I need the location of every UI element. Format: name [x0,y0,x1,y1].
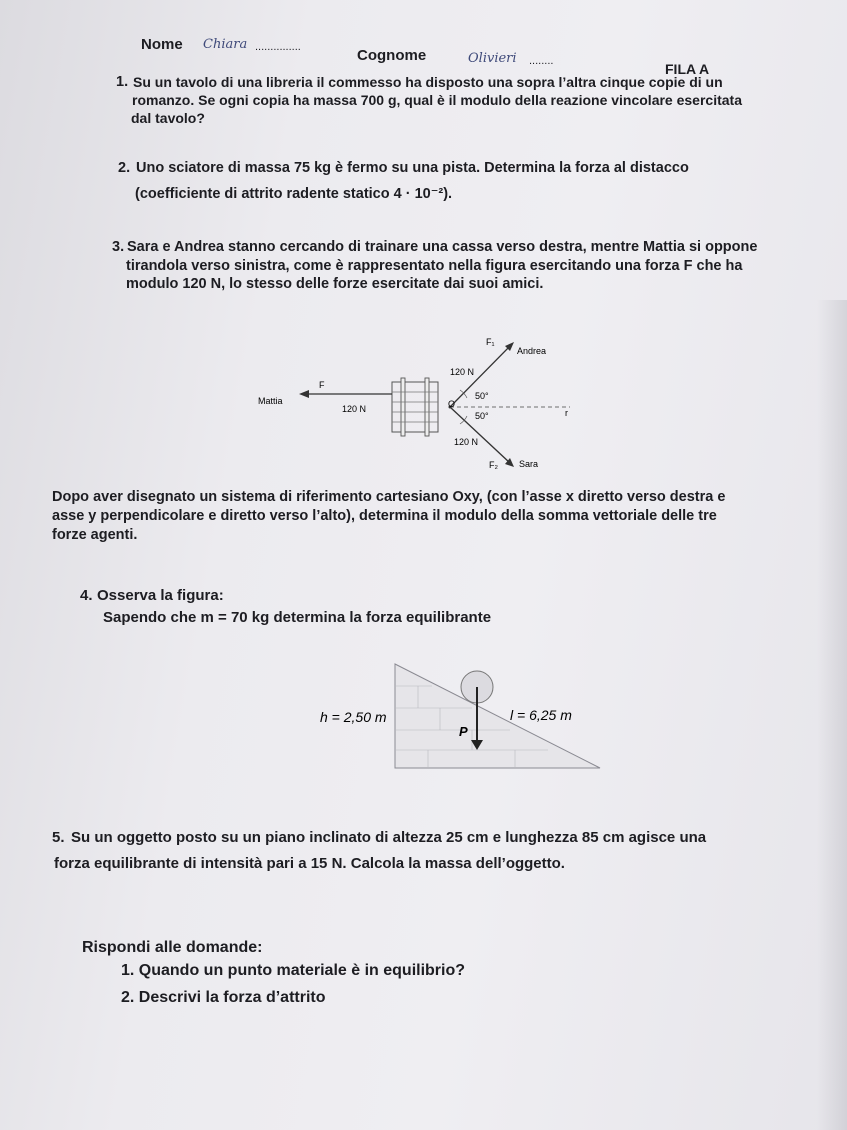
andrea-label: Andrea [517,346,547,356]
surname-label: Cognome [357,47,427,64]
q3-after-line1: Dopo aver disegnato un sistema di riferimento cartesiano Oxy, (con l’asse x diretto verso destra e [52,489,726,505]
q1-line2: romanzo. Se ogni copia ha massa 700 g, qual è il modulo della reazione vincolare esercitata [132,92,742,108]
q5-number: 5. [52,829,65,846]
andrea-force-label: 120 N [450,367,475,377]
q3-line3: modulo 120 N, lo stesso delle forze esercitate dai suoi amici. [126,276,544,292]
q3-number: 3. [112,239,125,255]
axis-label: r [565,408,568,418]
name-handwritten: Chiara [203,37,248,52]
fila-label: FILA A [665,61,710,77]
answer-item-2: 2. Descrivi la forza d’attrito [121,989,326,1006]
mattia-force-arrow [299,390,392,398]
surname-dots: ........ [529,55,554,67]
q5-line2: forza equilibrante di intensità pari a 15 N. Calcola la massa dell’oggetto. [54,855,565,872]
origin-label: O [448,399,456,409]
weight-label: P [459,724,468,739]
q1-number: 1. [116,74,129,90]
q4-line2: Sapendo che m = 70 kg determina la forza equilibrante [103,609,492,626]
angle-bottom-label: 50° [475,411,489,421]
sara-label: Sara [519,459,539,469]
incline-figure [310,650,610,775]
answers-title: Rispondi alle domande: [82,939,263,956]
q3-after-line3: forze agenti. [52,527,138,543]
q4-line1: Osserva la figura: [97,587,224,604]
mattia-force-label: 120 N [342,404,367,414]
q1-line3: dal tavolo? [131,110,205,126]
length-label: l = 6,25 m [510,707,572,723]
page-shadow [817,300,847,1130]
q4-number: 4. [80,587,93,604]
mattia-label: Mattia [258,396,283,406]
sara-force-label: 120 N [454,437,479,447]
name-label: Nome [141,36,183,53]
q2-line1: Uno sciatore di massa 75 kg è fermo su una pista. Determina la forza al distacco [136,160,689,176]
surname-handwritten: Olivieri [468,51,517,66]
q3-line2: tirandola verso sinistra, come è rappresentato nella figura esercitando una forza F che ha [126,258,743,274]
f2-label: F₂ [489,460,498,470]
f1-label: F₁ [486,337,495,347]
name-dots: ............... [255,41,301,53]
forces-figure [255,330,595,475]
q3-line1: Sara e Andrea stanno cercando di trainare una cassa verso destra, mentre Mattia si oppone [127,239,758,255]
answer-item-1: 1. Quando un punto materiale è in equilibrio? [121,962,466,979]
f-label: F [319,380,325,390]
crate-drawing [392,378,438,436]
q2-line2: (coefficiente di attrito radente statico 4 · 10⁻²). [135,186,453,202]
height-label: h = 2,50 m [320,709,387,725]
q5-line1: Su un oggetto posto su un piano inclinato di altezza 25 cm e lunghezza 85 cm agisce una [71,829,707,846]
q2-number: 2. [118,160,131,176]
q1-line1: Su un tavolo di una libreria il commesso ha disposto una sopra l’altra cinque copie di un [133,74,723,90]
q3-after-line2: asse y perpendicolare e diretto verso l’alto), determina il modulo della somma vettoriale delle tre [52,508,717,524]
angle-top-label: 50° [475,391,489,401]
